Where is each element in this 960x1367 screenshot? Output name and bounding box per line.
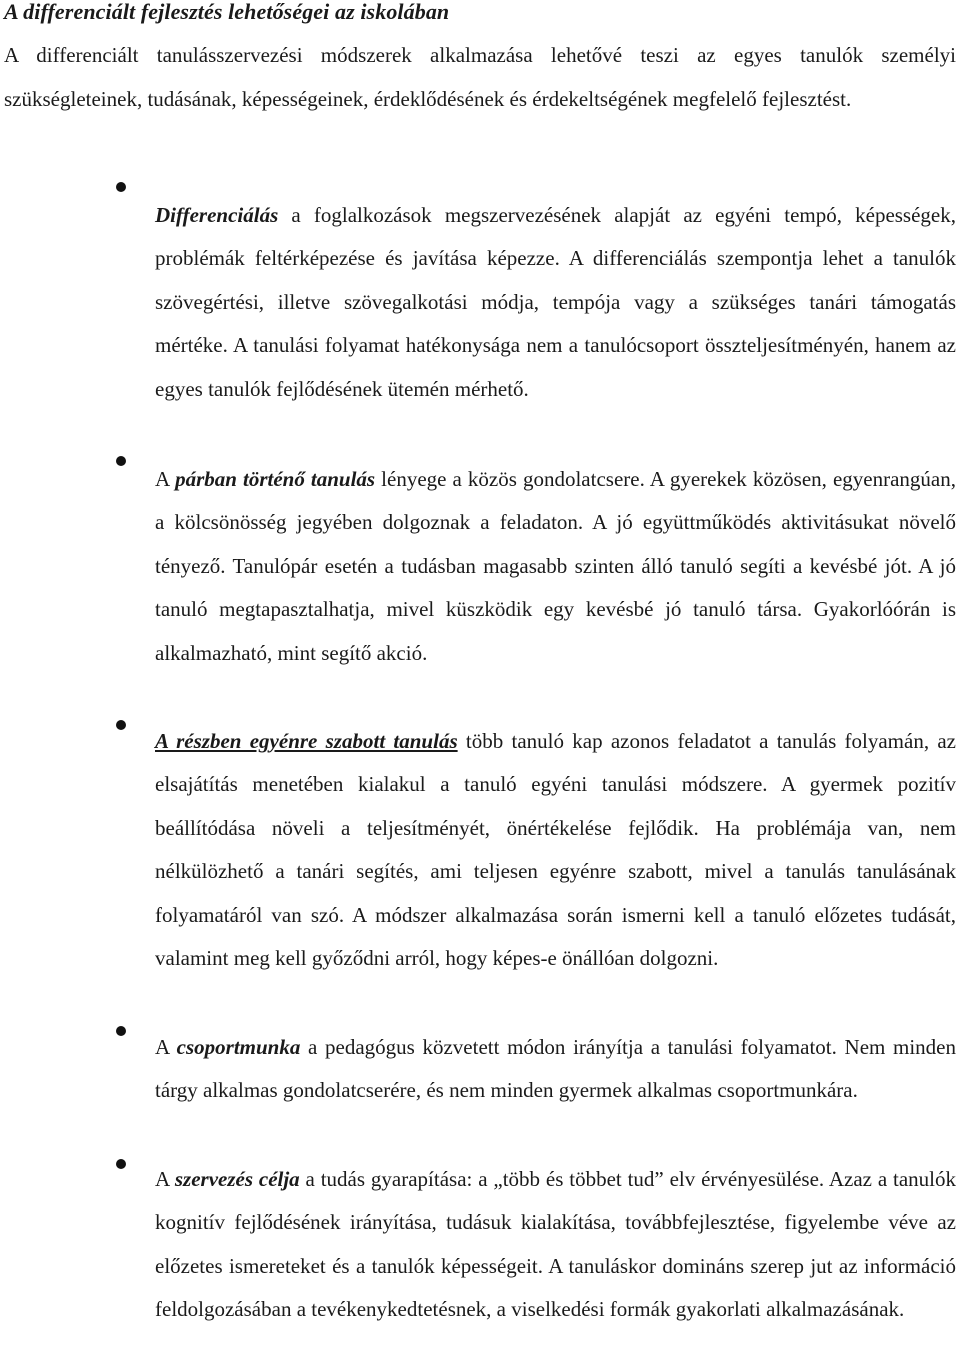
term-paros-tanulas: párban történő tanulás xyxy=(175,467,376,491)
list-item-paros-tanulas: A párban történő tanulás lényege a közös gondolatcsere. A gyerekek közösen, egyenrangúan, a kölcsönösség jegyében dolgoznak a feladaton. A jó együttműködés aktivitásukat növelő tényező. Tanulópár esetén a tudásban magasabb szinten álló tanuló segíti a kevésbé jót. A jó tanuló megtapasztalhatja, mivel küszködik egy kevésbé jó tanuló társa. Gyakorlóórán is alkalmazható, mint segítő akció. xyxy=(155,467,956,665)
list-item-differencialas: Differenciálás a foglalkozások megszervezésének alapját az egyéni tempó, képességek, problémák feltérképezése és javítása képezze. A differenciálás szempontja lehet a tanulók szövegértési, illetve szövegalkotási módja, tempója vagy a szükséges tanári támogatás mértéke. A tanulási folyamat hatékonysága nem a tanulócsoport összteljesítményén, hanem az egyes tanulók fejlődésének ütemén mérhető. xyxy=(155,203,956,401)
list-item-szervezes-celja: A szervezés célja a tudás gyarapítása: a „több és többet tud” elv érvényesülése. Azaz a tanulók kognitív fejlődésének irányítása, tudásuk kialakítása, továbbfejlesztése, figyelembe véve az előzetes ismereteket és a tanulók képességeit. A tanuláskor domináns szerep jut az információ feldolgozásában a tevékenykedtetésnek, a viselkedési formák gyakorlati alkalmazásának. xyxy=(155,1167,956,1322)
bullet-icon xyxy=(116,1026,126,1036)
list-item-egyenre-szabott: A részben egyénre szabott tanulás több tanuló kap azonos feladatot a tanulás folyamán, az elsajátítás menetében kialakul a tanuló egyéni tanulási módszere. A gyermek pozitív beállítódása növeli a teljesítményét, önértékelése fejlődik. Ha problémája van, nem nélkülözhető a tanári segítés, ami teljesen egyénre szabott, mivel a tanulás tanulásának folyamatáról van szó. A módszer alkalmazása során ismerni kell a tanuló előzetes tudását, valamint meg kell győződni arról, hogy képes-e önállóan dolgozni. xyxy=(155,729,956,971)
term-egyenre-szabott: A részben egyénre szabott tanulás xyxy=(155,729,458,753)
bullet-icon xyxy=(116,720,126,730)
term-csoportmunka: csoportmunka xyxy=(176,1035,301,1059)
bullet-icon xyxy=(116,456,126,466)
intro-paragraph: A differenciált tanulásszervezési módszerek alkalmazása lehetővé teszi az egyes tanulók személyi szükségleteinek, tudásának, képességeinek, érdeklődésének és érdekeltségének megfelelő fejlesztést. xyxy=(4,43,956,111)
bullet-icon xyxy=(116,182,126,192)
bullet-icon xyxy=(116,1159,126,1169)
term-szervezes-celja: szervezés célja xyxy=(174,1167,300,1191)
term-differencialas: Differenciálás xyxy=(155,203,279,227)
section-title: A differenciált fejlesztés lehetőségei az iskolában xyxy=(4,0,450,24)
list-item-csoportmunka: A csoportmunka a pedagógus közvetett módon irányítja a tanulási folyamatot. Nem minden tárgy alkalmas gondolatcserére, és nem minden gyermek alkalmas csoportmunkára. xyxy=(155,1035,956,1103)
